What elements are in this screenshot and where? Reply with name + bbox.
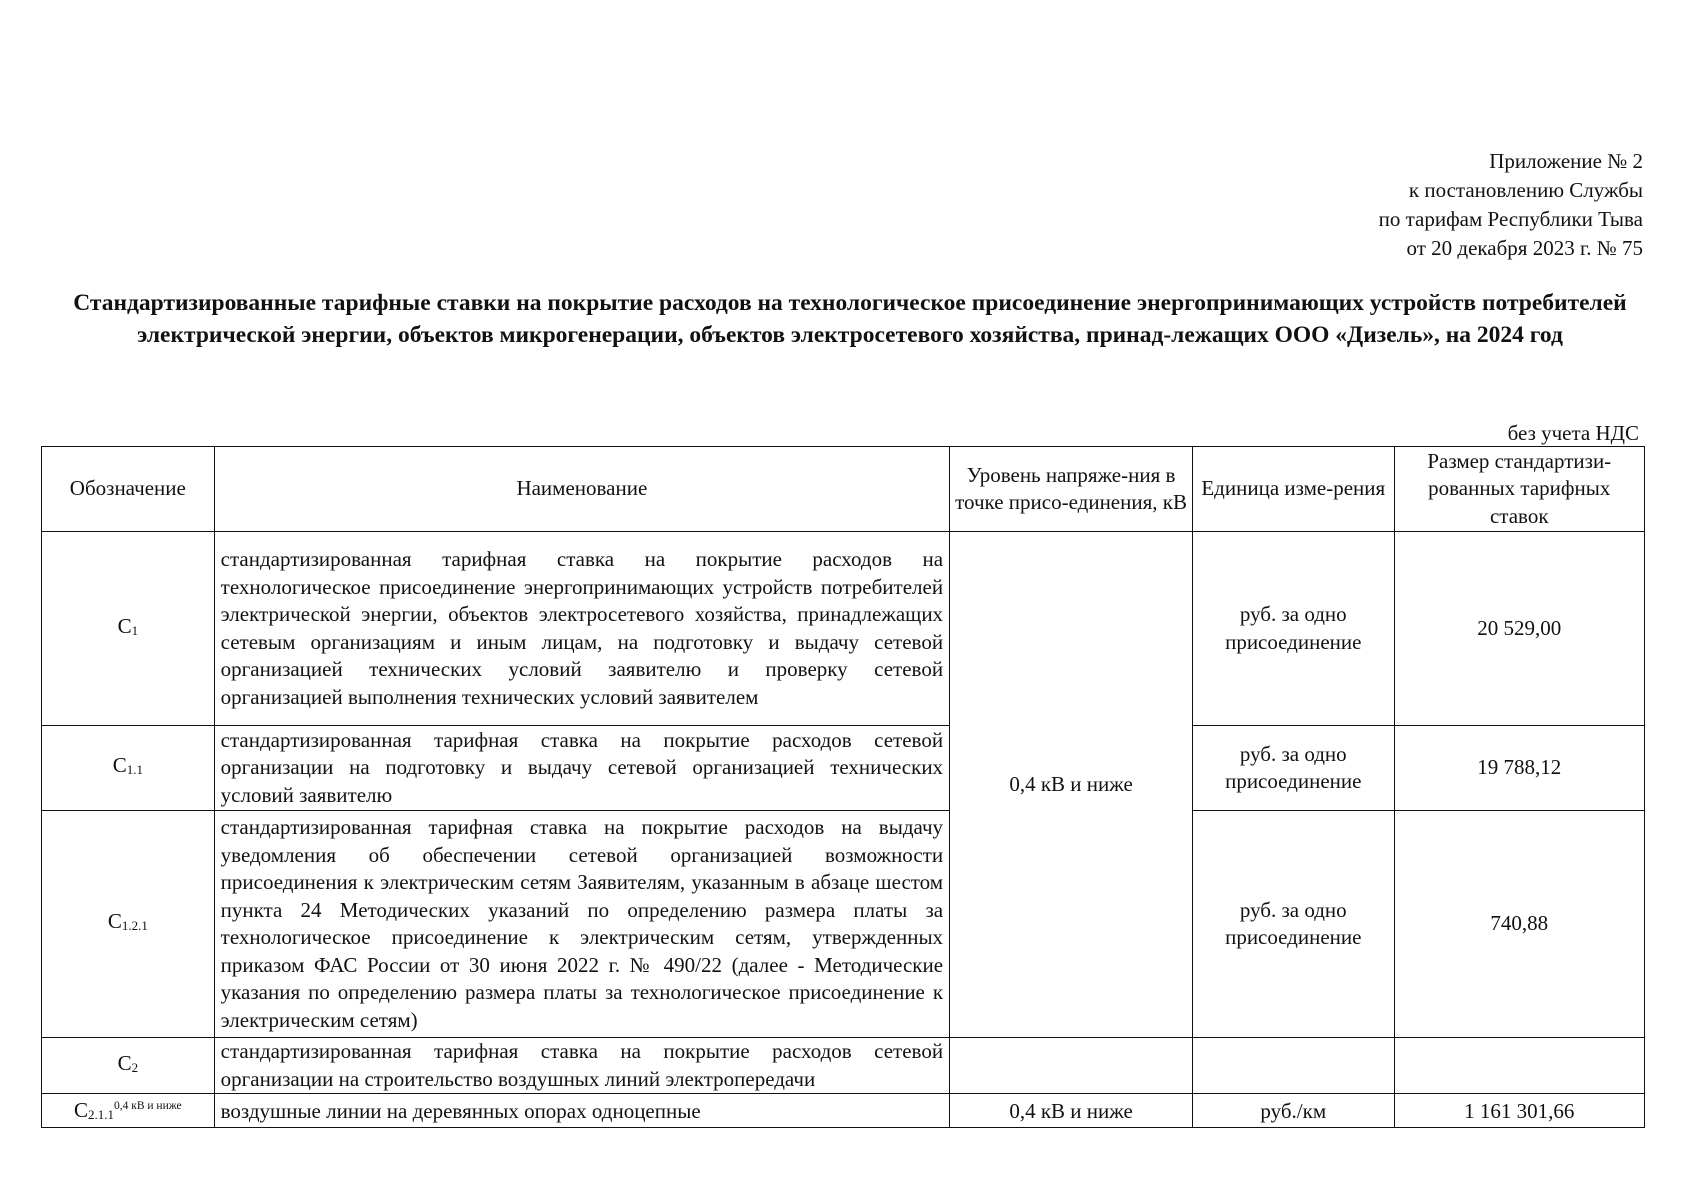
row-code: $С_{1.2.1}$ [42, 811, 215, 1038]
row-unit: руб. за одно присоединение [1193, 811, 1394, 1038]
row-rate: 740,88 [1394, 811, 1645, 1038]
row-voltage-merged: 0,4 кВ и ниже [950, 532, 1193, 1038]
row-unit [1193, 1038, 1394, 1094]
header-voltage: Уровень напряже-ния в точке присо-единения, кВ [950, 447, 1193, 532]
row-unit: руб./км [1193, 1094, 1394, 1128]
row-name: воздушные линии на деревянных опорах одноцепные [214, 1094, 949, 1128]
row-code: $С_{2.1.1}^{0,4 кВ и ниже}$ [42, 1094, 215, 1128]
table-row [42, 811, 1645, 1038]
table-row [42, 1038, 1645, 1094]
row-code: $С_{1.1}$ [42, 726, 215, 811]
header-unit: Единица изме-рения [1193, 447, 1394, 532]
row-code: $С_1$ [42, 532, 215, 726]
header-name: Наименование [214, 447, 949, 532]
row-code: $С_2$ [42, 1038, 215, 1094]
appendix-line-3: по тарифам Республики Тыва [1378, 207, 1643, 231]
row-voltage [950, 1038, 1193, 1094]
row-unit: руб. за одно присоединение [1193, 532, 1394, 726]
row-name: стандартизированная тарифная ставка на покрытие расходов сетевой организации на строительство воздушных линий электропередачи [214, 1038, 949, 1094]
appendix-line-4: от 20 декабря 2023 г. № 75 [1406, 236, 1643, 260]
row-rate: 20 529,00 [1394, 532, 1645, 726]
row-name: стандартизированная тарифная ставка на покрытие расходов сетевой организации на подготовку и выдачу сетевой организацией технических условий заявителю [214, 726, 949, 811]
table-row [42, 726, 1645, 811]
row-rate: 1 161 301,66 [1394, 1094, 1645, 1128]
row-rate [1394, 1038, 1645, 1094]
header-rate: Размер стандартизи-рованных тарифных ставок [1394, 447, 1645, 532]
appendix-line-2: к постановлению Службы [1408, 178, 1643, 202]
table-row [42, 1094, 1645, 1128]
vat-note: без учета НДС [1507, 421, 1639, 445]
tariff-table [41, 446, 1645, 1128]
row-rate: 19 788,12 [1394, 726, 1645, 811]
header-code: Обозначение [42, 447, 215, 532]
document-title: Стандартизированные тарифные ставки на покрытие расходов на технологическое присоединение энергопринимающих устройств потребителей электрической энергии, объектов микрогенерации, объектов электросетевого хозяйства, принад-лежащих ООО «Дизель», на 2024 год [73, 290, 1627, 348]
table-header-row [42, 447, 1645, 532]
row-name: стандартизированная тарифная ставка на покрытие расходов на выдачу уведомления об обеспечении сетевой организацией возможности присоединения к электрическим сетям Заявителям, указанным в абзаце шестом пункта 24 Методических указаний по определению размера платы за технологическое присоединение к электрическим сетям, утвержденных приказом ФАС России от 30 июня 2022 г. № 490/22 (далее - Методические указания по определению размера платы за технологическое присоединение к электрическим сетям) [214, 811, 949, 1038]
row-name: стандартизированная тарифная ставка на покрытие расходов на технологическое присоединение энергопринимающих устройств потребителей электрической энергии, объектов электросетевого хозяйства, принадлежащих сетевым организациям и иным лицам, на подготовку и выдачу сетевой организацией технических условий заявителю и проверку сетевой организацией выполнения технических условий заявителем [214, 532, 949, 726]
appendix-line-1: Приложение № 2 [1489, 149, 1643, 173]
table-row [42, 532, 1645, 726]
row-voltage: 0,4 кВ и ниже [950, 1094, 1193, 1128]
appendix-block [1123, 147, 1643, 263]
row-unit: руб. за одно присоединение [1193, 726, 1394, 811]
